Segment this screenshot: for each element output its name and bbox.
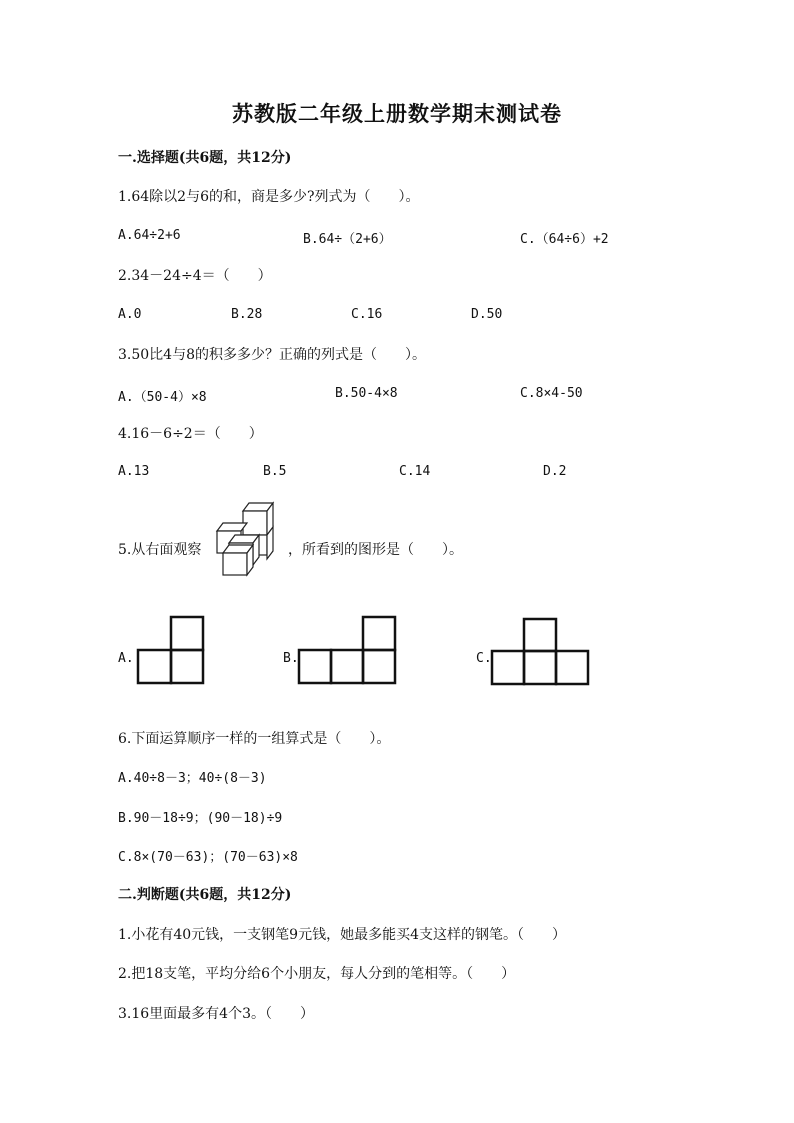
q3-option-c: C.8×4-50	[520, 386, 583, 401]
q3-option-a: A.（50-4）×8	[118, 390, 207, 405]
judgement-question-2: 2.把18支笔，平均分给6个小朋友，每人分到的笔相等。（ ）	[118, 966, 516, 982]
q4-option-c: C.14	[399, 464, 431, 479]
question-6: 6.下面运算顺序一样的一组算式是（ ）。	[118, 731, 391, 747]
q5-option-c-shape	[490, 617, 592, 687]
judgement-question-3: 3.16里面最多有4个3。（ ）	[118, 1006, 314, 1022]
judgement-question-1: 1.小花有40元钱，一支钢笔9元钱，她最多能买4支这样的钢笔。（ ）	[118, 927, 566, 943]
q1-option-c: C.（64÷6）+2	[520, 232, 609, 247]
page-title: 苏教版二年级上册数学期末测试卷	[232, 101, 562, 126]
q6-option-b: B.90－18÷9；(90－18)÷9	[118, 811, 283, 826]
q2-option-a: A.0	[118, 307, 142, 322]
q1-option-a: A.64÷2+6	[118, 228, 181, 243]
section-heading-judgement: 二.判断题(共6题，共12分)	[118, 887, 292, 903]
q4-option-a: A.13	[118, 464, 150, 479]
q1-option-b: B.64÷（2+6）	[303, 232, 392, 247]
q6-option-c: C.8×(70－63)；(70－63)×8	[118, 850, 298, 865]
question-2: 2.34－24÷4＝（ ）	[118, 268, 272, 284]
q2-option-b: B.28	[231, 307, 263, 322]
q5-option-c-label: C.	[476, 651, 492, 666]
q5-option-b-label: B.	[283, 651, 299, 666]
question-5-suffix: ，所看到的图形是（ ）。	[288, 542, 463, 558]
question-3: 3.50比4与8的积多多少？正确的列式是（ ）。	[118, 347, 426, 363]
question-1: 1.64除以2与6的和，商是多少?列式为（ ）。	[118, 189, 420, 205]
q3-option-b: B.50-4×8	[335, 386, 398, 401]
q2-option-d: D.50	[471, 307, 503, 322]
question-5-prefix: 5.从右面观察	[118, 542, 202, 558]
cube-stack-figure	[213, 499, 277, 579]
q2-option-c: C.16	[351, 307, 383, 322]
section-heading-choice: 一.选择题(共6题，共12分)	[118, 150, 292, 166]
q5-option-a-label: A.	[118, 651, 134, 666]
q6-option-a: A.40÷8－3；40÷(8－3)	[118, 771, 267, 786]
q5-option-a-shape	[136, 615, 206, 687]
q4-option-d: D.2	[543, 464, 567, 479]
question-4: 4.16－6÷2＝（ ）	[118, 426, 263, 442]
q5-option-b-shape	[297, 615, 399, 687]
q4-option-b: B.5	[263, 464, 287, 479]
